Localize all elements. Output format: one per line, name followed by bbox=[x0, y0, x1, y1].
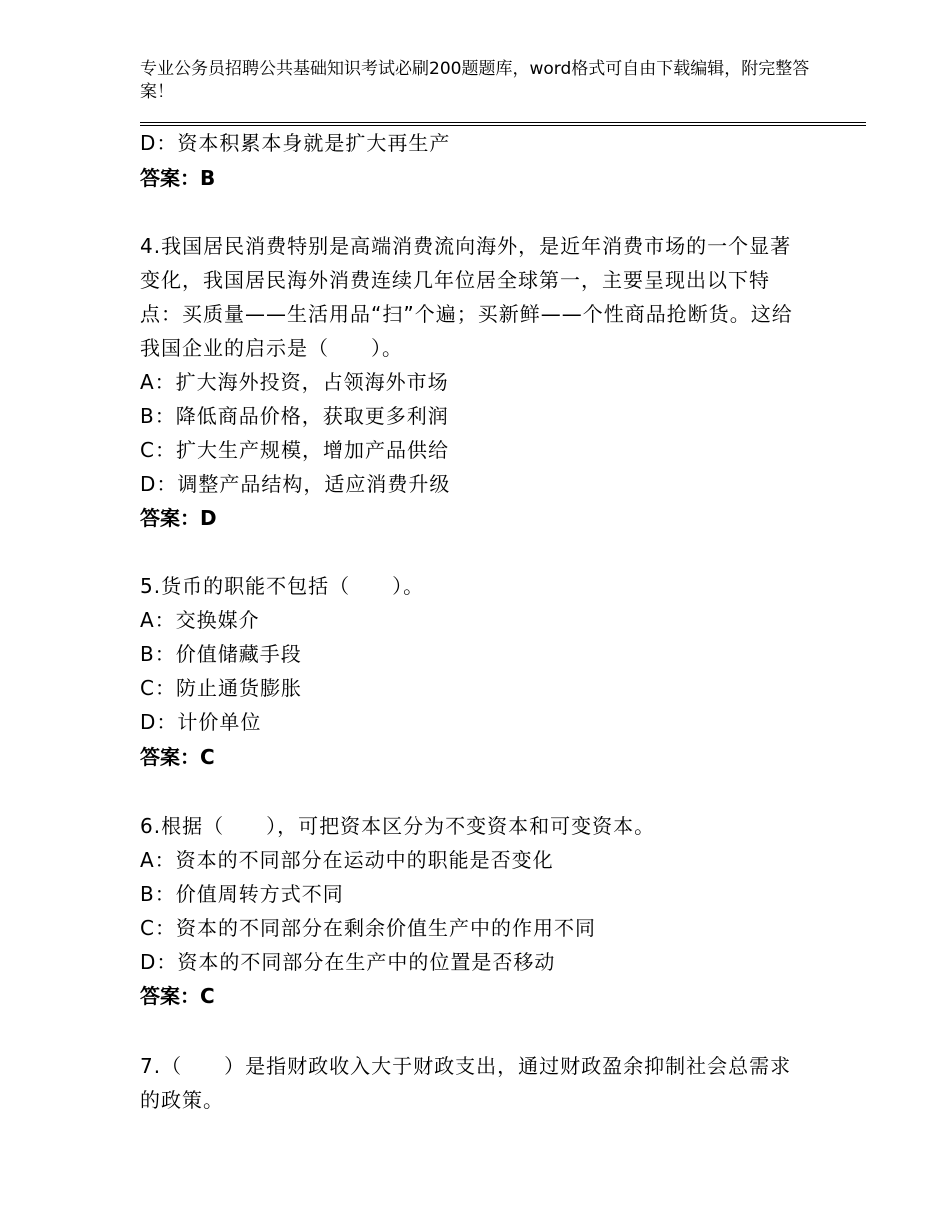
q4-option-d: D：调整产品结构，适应消费升级 bbox=[140, 472, 451, 496]
q6-option-d: D：资本的不同部分在生产中的位置是否移动 bbox=[140, 950, 556, 974]
q4-answer: 答案：D bbox=[140, 506, 217, 530]
header-divider-top bbox=[140, 122, 866, 123]
q4-stem: 4.我国居民消费特别是高端消费流向海外，是近年消费市场的一个显著变化，我国居民海外消费连续几年位居全球第一，主要呈现出以下特点：买质量——生活用品“扫”个遍；买新鲜——个性商品抢断货。这给我国企业的启示是（ ）。 bbox=[140, 234, 793, 360]
q4-option-a: A：扩大海外投资，占领海外市场 bbox=[140, 370, 449, 394]
q6-stem: 6.根据（ ），可把资本区分为不变资本和可变资本。 bbox=[140, 814, 656, 838]
q6-option-a: A：资本的不同部分在运动中的职能是否变化 bbox=[140, 848, 554, 872]
q7-stem: 7.（ ）是指财政收入大于财政支出，通过财政盈余抑制社会总需求的政策。 bbox=[140, 1054, 792, 1112]
q3-option-d: D：资本积累本身就是扩大再生产 bbox=[140, 131, 451, 155]
q5-option-c: C：防止通货膨胀 bbox=[140, 676, 302, 700]
q5-option-d: D：计价单位 bbox=[140, 710, 262, 734]
q5-option-a: A：交换媒介 bbox=[140, 608, 260, 632]
q6-option-b: B：价值周转方式不同 bbox=[140, 882, 344, 906]
q3-answer: 答案：B bbox=[140, 166, 216, 190]
q5-stem: 5.货币的职能不包括（ ）。 bbox=[140, 574, 425, 598]
q6-option-c: C：资本的不同部分在剩余价值生产中的作用不同 bbox=[140, 916, 596, 940]
q5-answer: 答案：C bbox=[140, 745, 215, 769]
q5-option-b: B：价值储藏手段 bbox=[140, 642, 302, 666]
document-header: 专业公务员招聘公共基础知识考试必刷200题题库，word格式可自由下载编辑，附完整答案！ bbox=[140, 59, 810, 102]
q6-answer: 答案：C bbox=[140, 984, 215, 1008]
q4-option-c: C：扩大生产规模，增加产品供给 bbox=[140, 438, 449, 462]
q4-option-b: B：降低商品价格，获取更多利润 bbox=[140, 404, 449, 428]
